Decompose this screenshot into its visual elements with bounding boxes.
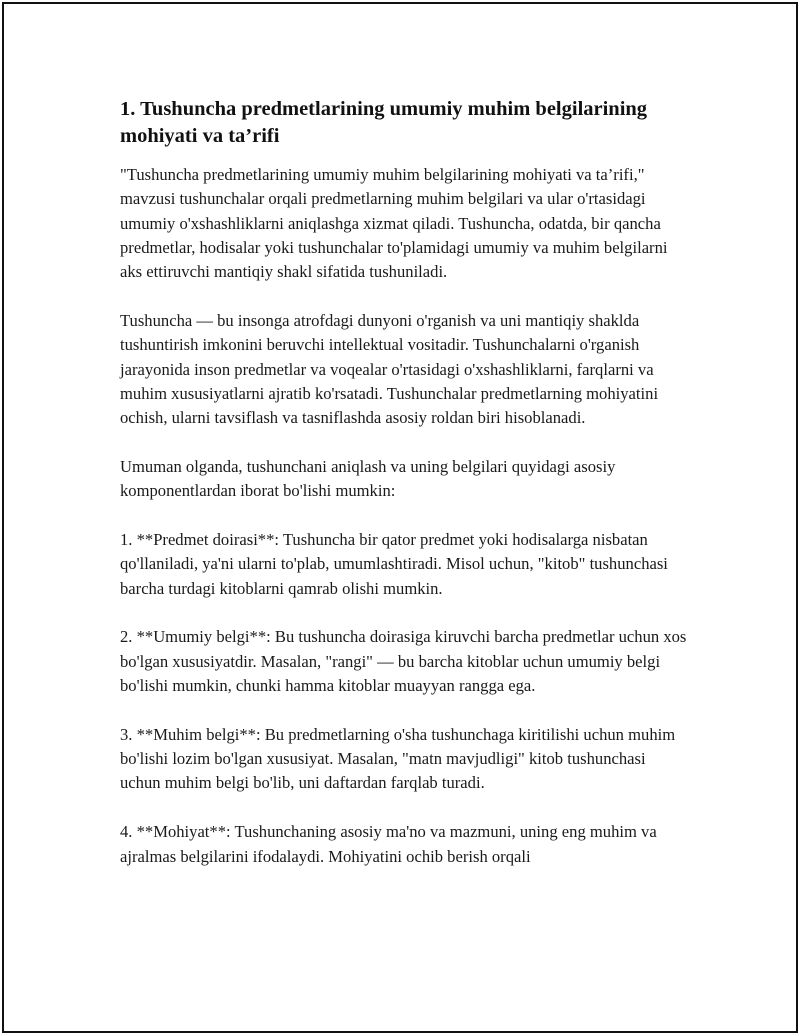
paragraph-intro: "Tushuncha predmetlarining umumiy muhim belgilarining mohiyati va ta’rifi," mavzusi tushunchalar orqali predmetlarning muhim belgilari va ular o'rtasidagi umumiy o'xshashliklarni aniqlashga xizmat qiladi. Tushuncha, odatda, bir qancha predmetlar, hodisalar yoki tushunchalar to'plamidagi umumiy va muhim belgilarni aks ettiruvchi mantiqiy shakl sifatida tushuniladi. <box>120 165 668 282</box>
list-item-subject-scope: 1. **Predmet doirasi**: Tushuncha bir qator predmet yoki hodisalarga nisbatan qo'llaniladi, ya'ni ularni to'plab, umumlashtiradi. Misol uchun, "kitob" tushunchasi barcha turdagi kitoblarni qamrab olishi mumkin. <box>120 530 668 598</box>
document-body <box>120 96 690 893</box>
list-item-essential-feature: 3. **Muhim belgi**: Bu predmetlarning o'sha tushunchaga kiritilishi uchun muhim bo'lishi lozim bo'lgan xususiyat. Masalan, "matn mavjudligi" kitob tushunchasi uchun muhim belgi bo'lib, uni daftardan farqlab turadi. <box>120 724 676 793</box>
paragraph-concept: Tushuncha — bu insonga atrofdagi dunyoni o'rganish va uni mantiqiy shaklda tushuntirish imkonini beruvchi intellektual vositadir. Tushunchalarni o'rganish jarayonida inson predmetlar va voqealar o'rtasidagi o'xshashliklarni, farqlarni va muhim xususiyatlarni ajratib ko'rsatadi. Tushunchalar predmetlarning mohiyatini ochish, ularni tavsiflash va tasniflashda asosiy roldan biri hisoblanadi. <box>120 310 659 428</box>
list-item-common-feature: 2. **Umumiy belgi**: Bu tushuncha doirasiga kiruvchi barcha predmetlar uchun xos bo'lgan xususiyatdir. Masalan, "rangi" — bu barcha kitoblar uchun umumiy belgi bo'lishi mumkin, chunki hamma kitoblar muayyan rangga ega. <box>120 627 687 696</box>
paragraph-components-intro: Umuman olganda, tushunchani aniqlash va uning belgilari quyidagi asosiy komponentlardan iborat bo'lishi mumkin: <box>120 456 616 501</box>
document-title: 1. Tushuncha predmetlarining umumiy muhim belgilarining mohiyati va ta’rifi <box>120 98 648 147</box>
list-item-essence: 4. **Mohiyat**: Tushunchaning asosiy ma'no va mazmuni, uning eng muhim va ajralmas belgilarini ifodalaydi. Mohiyatini ochib berish orqali <box>120 822 657 866</box>
page <box>2 2 798 1033</box>
